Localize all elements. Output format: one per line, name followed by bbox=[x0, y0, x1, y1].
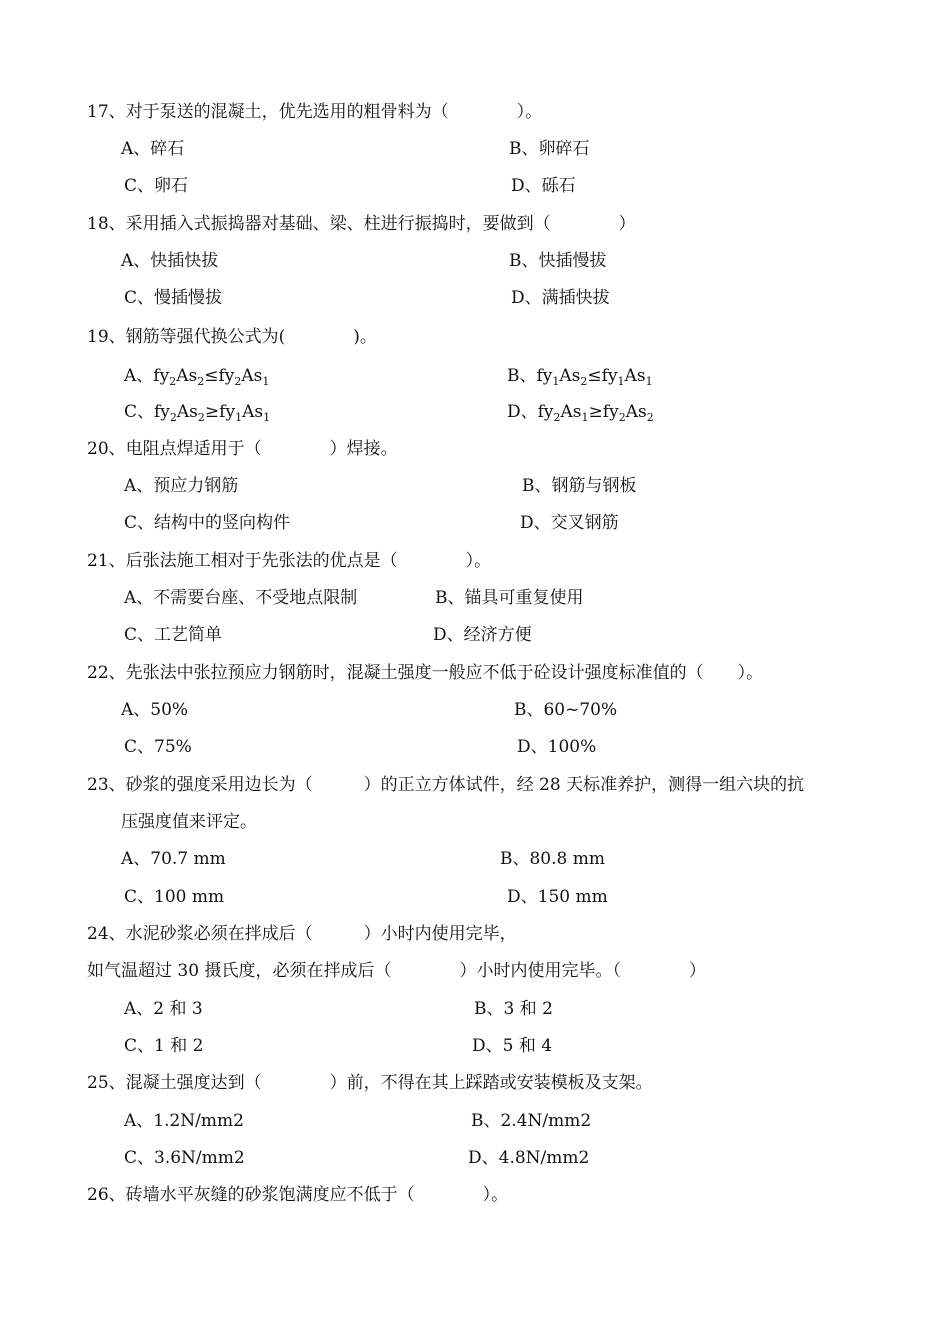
question-25-option-a: A、1.2N/mm2 bbox=[124, 1111, 244, 1131]
question-18-stem: 18、采用插入式振捣器对基础、梁、柱进行振捣时，要做到（ ） bbox=[87, 214, 636, 234]
question-20-option-d: D、交叉钢筋 bbox=[520, 513, 619, 533]
question-18-option-c: C、慢插慢拔 bbox=[124, 288, 223, 308]
question-23-option-a: A、70.7 mm bbox=[121, 849, 226, 869]
question-20-option-c: C、结构中的竖向构件 bbox=[124, 513, 291, 533]
question-19-stem: 19、钢筋等强代换公式为( )。 bbox=[87, 327, 377, 347]
question-25-option-c: C、3.6N/mm2 bbox=[124, 1148, 245, 1168]
question-23-stem: 23、砂浆的强度采用边长为（ ）的正立方体试件，经 28 天标准养护，测得一组六块的抗 bbox=[87, 775, 805, 795]
question-22-option-d: D、100% bbox=[517, 737, 597, 757]
question-18-option-d: D、满插快拔 bbox=[511, 288, 610, 308]
question-24-stem: 24、水泥砂浆必须在拌成后（ ）小时内使用完毕， bbox=[87, 924, 517, 944]
question-17-option-c: C、卵石 bbox=[124, 176, 189, 196]
question-20-stem: 20、电阻点焊适用于（ ）焊接。 bbox=[87, 439, 398, 459]
question-23-option-c: C、100 mm bbox=[124, 887, 225, 907]
question-22-stem: 22、先张法中张拉预应力钢筋时，混凝土强度一般应不低于砼设计强度标准值的（ ）。 bbox=[87, 663, 764, 683]
question-19-option-c: C、$fy_2As_2\ge fy_1As_1$ bbox=[124, 402, 271, 424]
question-23-option-b: B、80.8 mm bbox=[500, 849, 605, 869]
question-20-option-a: A、预应力钢筋 bbox=[124, 476, 239, 496]
question-17-option-b: B、卵碎石 bbox=[509, 139, 590, 159]
question-17-option-d: D、砾石 bbox=[511, 176, 576, 196]
question-22-option-b: B、60~70% bbox=[514, 700, 618, 720]
question-19-option-d: D、$fy_2As_1\ge fy_2As_2$ bbox=[507, 402, 654, 424]
question-22-option-c: C、75% bbox=[124, 737, 192, 757]
question-20-option-b: B、钢筋与钢板 bbox=[522, 476, 637, 496]
question-24-option-a: A、2 和 3 bbox=[124, 999, 203, 1019]
question-24-option-c: C、1 和 2 bbox=[124, 1036, 204, 1056]
question-25-option-b: B、2.4N/mm2 bbox=[471, 1111, 592, 1131]
question-22-option-a: A、50% bbox=[121, 700, 189, 720]
question-23-option-d: D、150 mm bbox=[507, 887, 608, 907]
question-17-stem: 17、对于泵送的混凝土，优先选用的粗骨料为（ ）。 bbox=[87, 102, 543, 122]
question-24-option-d: D、5 和 4 bbox=[472, 1036, 553, 1056]
question-24-stem-continued: 如气温超过 30 摄氏度，必须在拌成后（ ）小时内使用完毕。（ ） bbox=[87, 961, 706, 981]
question-21-option-d: D、经济方便 bbox=[433, 625, 532, 645]
question-25-option-d: D、4.8N/mm2 bbox=[468, 1148, 590, 1168]
question-18-option-a: A、快插快拔 bbox=[121, 251, 219, 271]
question-21-option-a: A、不需要台座、不受地点限制 bbox=[124, 588, 358, 608]
question-18-option-b: B、快插慢拔 bbox=[509, 251, 607, 271]
question-21-stem: 21、后张法施工相对于先张法的优点是（ ）。 bbox=[87, 551, 492, 571]
question-25-stem: 25、混凝土强度达到（ ）前，不得在其上踩踏或安装模板及支架。 bbox=[87, 1073, 653, 1093]
question-26-stem: 26、砖墙水平灰缝的砂浆饱满度应不低于（ ）。 bbox=[87, 1185, 509, 1205]
question-17-option-a: A、碎石 bbox=[121, 139, 185, 159]
question-21-option-c: C、工艺简单 bbox=[124, 625, 223, 645]
question-19-option-b: B、$fy_1As_2\le fy_1As_1$ bbox=[507, 366, 653, 388]
question-24-option-b: B、3 和 2 bbox=[474, 999, 553, 1019]
question-19-option-a: A、$fy_2As_2\le fy_2As_1$ bbox=[124, 366, 270, 388]
question-23-stem-continued: 压强度值来评定。 bbox=[121, 812, 257, 832]
question-21-option-b: B、锚具可重复使用 bbox=[435, 588, 584, 608]
